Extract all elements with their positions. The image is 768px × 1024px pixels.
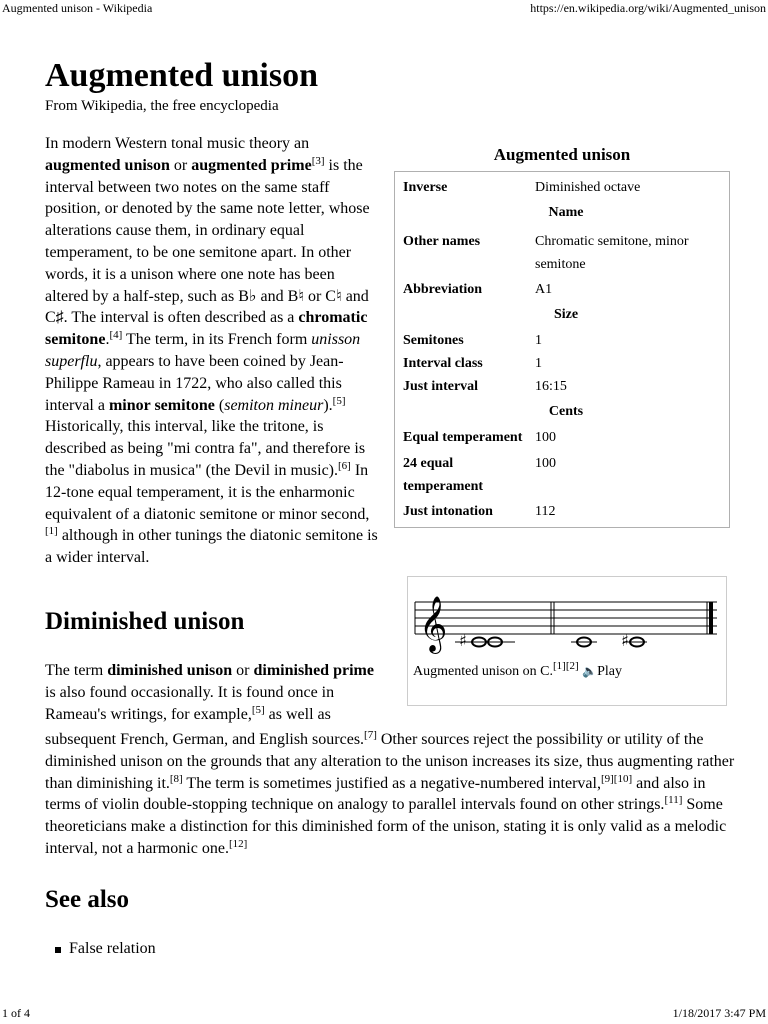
text-run: or: [232, 662, 254, 679]
text-run: In modern Western tonal music theory an: [45, 135, 310, 152]
infobox-label[interactable]: Just interval: [403, 379, 479, 394]
infobox-row-other-names: [403, 227, 729, 278]
infobox-row-24-equal: [403, 449, 729, 500]
text-run: is the interval between two notes on the same staff position, or denoted by the same note letter, whose alterations cause them, in ordinary equal temperament, to be one semitone apart. In other words, it is a unison where one note has been altered by a half-step, such as B♭ and B♮ or C♮ and C♯. The interval is often described as a: [45, 156, 370, 327]
infobox-label: Inverse: [403, 180, 448, 195]
text-run: The term: [45, 662, 108, 679]
bold-term: augmented unison: [45, 156, 170, 174]
text-run: (: [214, 396, 225, 414]
infobox-label: Other names: [403, 233, 481, 249]
infobox-label[interactable]: 24 equal temperament: [403, 455, 484, 494]
print-url: https://en.wikipedia.org/wiki/Augmented_unison: [530, 1, 766, 15]
print-header: [0, 1, 768, 16]
infobox-section-size: Size: [553, 307, 579, 322]
print-title: Augmented unison - Wikipedia: [2, 1, 153, 15]
infobox-row-inverse: [403, 176, 729, 199]
text-run: ).: [323, 396, 333, 414]
infobox-row-semitones: [403, 329, 729, 352]
text-run: Some theoreticians make a distinction for this diminished form of the unison, stating it is only valid as a melodic interval, not a harmonic one.: [45, 796, 727, 857]
citation-ref[interactable]: [11]: [664, 794, 683, 807]
page-title: Augmented unison: [45, 57, 319, 94]
section-heading-diminished: Diminished unison: [45, 608, 245, 635]
infobox-label[interactable]: Semitones: [403, 333, 464, 348]
infobox-section-cents[interactable]: Cents: [548, 404, 584, 419]
svg-text:♯: ♯: [621, 631, 629, 650]
music-notation-figure: [407, 576, 727, 706]
infobox-value: 100: [535, 430, 556, 445]
figure-caption: [411, 660, 723, 680]
text-run: and also in terms of violin double-stopping technique on analogy to parallel intervals found on other strings.: [45, 774, 706, 814]
text-run: subsequent French, German, and English sources.: [45, 731, 365, 748]
citation-ref[interactable]: [12]: [228, 837, 248, 850]
citation-ref[interactable]: [9][10]: [600, 772, 633, 785]
svg-text:♯: ♯: [459, 631, 467, 650]
text-run: or: [169, 156, 192, 174]
text-run: semiton mineur: [224, 396, 324, 414]
text-run: Historically, this interval, like the tritone, is described as being "mi contra fa", and therefore is the "diabolus in musica" (the Devil in music).: [45, 418, 366, 479]
citation-ref[interactable]: [1]: [45, 525, 58, 538]
infobox-row-just-intonation: [403, 500, 729, 523]
diminished-paragraph: [45, 660, 380, 725]
bullet-icon: [55, 947, 61, 953]
text-run: unisson superflu: [45, 331, 361, 370]
infobox-row-interval-class: [403, 352, 729, 375]
page-count: 1 of 4: [2, 1006, 30, 1020]
article-page: [45, 56, 735, 957]
svg-text:𝄞: 𝄞: [419, 596, 448, 652]
bold-term: diminished unison: [107, 662, 233, 679]
staff-image[interactable]: [411, 580, 717, 660]
see-also-link[interactable]: False relation: [69, 940, 156, 957]
text-run: .: [105, 331, 110, 349]
infobox-value[interactable]: 16:15: [535, 379, 567, 394]
text-run: as well as: [264, 705, 331, 723]
infobox-row-abbreviation: [403, 278, 729, 301]
print-footer: [0, 1006, 768, 1021]
text-run: Other sources reject the possibility or utility of the diminished unison on the grounds that any alteration to the unison increases its size, thus augmenting rather than diminishing it.: [45, 731, 735, 792]
text-run: although in other tunings the diatonic semitone is a wider interval.: [45, 527, 378, 567]
see-also-list: [69, 940, 156, 958]
infobox-value: A1: [535, 282, 553, 297]
list-item: [69, 940, 156, 958]
infobox: [394, 144, 730, 528]
infobox-row-just-interval: [403, 375, 729, 398]
citation-ref[interactable]: [7]: [364, 729, 377, 741]
text-run: In 12-tone equal temperament, it is the enharmonic equivalent of a diatonic semitone or minor second,: [45, 461, 370, 523]
citation-ref[interactable]: [3]: [311, 154, 325, 167]
text-run: , appears to have been coined by Jean-Philippe Rameau in 1722, who also called this interval a: [45, 352, 344, 414]
infobox-row-equal-temperament: [403, 426, 729, 449]
infobox-value[interactable]: Diminished octave: [535, 180, 641, 195]
citation-ref[interactable]: [4]: [109, 329, 123, 342]
infobox-label[interactable]: Interval class: [403, 356, 483, 371]
section-heading-see-also: See also: [45, 886, 130, 913]
infobox-label: Abbreviation: [403, 282, 483, 297]
citation-ref[interactable]: [5]: [332, 394, 346, 407]
infobox-value: 100: [535, 455, 556, 471]
diminished-paragraph-continued: [45, 729, 735, 860]
infobox-value: 1: [535, 333, 542, 348]
speaker-icon[interactable]: 🔈: [582, 664, 598, 678]
play-link[interactable]: Play: [597, 664, 622, 679]
infobox-value: 1: [535, 356, 542, 371]
text-run: The term, in its French form: [122, 331, 312, 349]
text-run: The term is sometimes justified as a negative-numbered interval,: [182, 774, 601, 792]
infobox-value[interactable]: Chromatic semitone, minor semitone: [535, 233, 689, 272]
staff-svg: [411, 580, 717, 660]
citation-ref[interactable]: [5]: [251, 703, 265, 716]
print-datetime: 1/18/2017 3:47 PM: [672, 1006, 766, 1020]
infobox-table: [394, 171, 730, 528]
infobox-value: 112: [535, 504, 556, 519]
page-subtitle: From Wikipedia, the free encyclopedia: [45, 98, 279, 114]
infobox-label[interactable]: Just intonation: [403, 504, 493, 519]
caption-text: Augmented unison on C.: [413, 664, 553, 679]
bold-term: minor semitone: [108, 396, 215, 414]
infobox-section-name: Name: [548, 205, 584, 220]
bold-term: diminished prime: [253, 662, 374, 679]
infobox-label[interactable]: Equal temperament: [403, 430, 523, 445]
citation-ref[interactable]: [8]: [169, 772, 183, 785]
caption-refs[interactable]: [1][2]: [553, 660, 579, 672]
bold-term: augmented prime: [191, 156, 312, 174]
intro-paragraph: [45, 133, 380, 569]
citation-ref[interactable]: [6]: [338, 459, 351, 472]
bold-term: chromatic semitone: [45, 309, 368, 349]
infobox-title: Augmented unison: [493, 145, 631, 164]
text-run: is also found occasionally. It is found once in Rameau's writings, for example,: [45, 683, 335, 723]
